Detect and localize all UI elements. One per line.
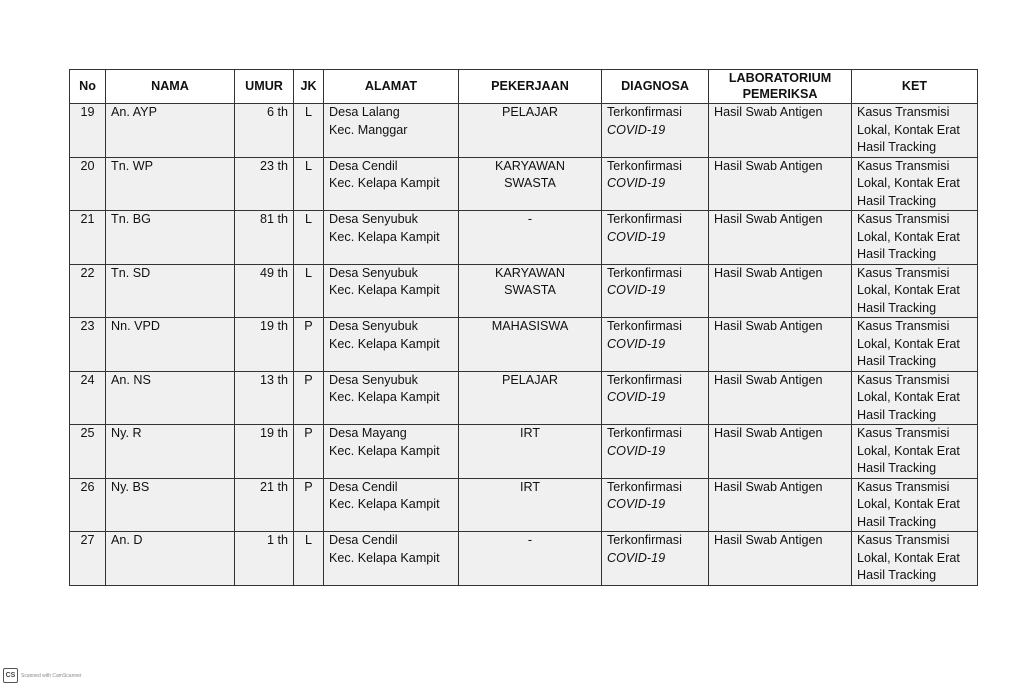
- alamat-kecamatan: Kec. Kelapa Kampit: [329, 443, 440, 458]
- cell-laboratorium: Hasil Swab Antigen: [709, 478, 852, 532]
- camscanner-logo-icon: CS: [3, 668, 18, 683]
- alamat-desa: Desa Senyubuk: [329, 265, 418, 280]
- cell-nama: Tn. BG: [106, 211, 235, 265]
- cell-diagnosa: [602, 157, 709, 211]
- diagnosa-disease: COVID-19: [607, 443, 666, 458]
- cell-jk: L: [294, 104, 324, 158]
- alamat-kecamatan: Kec. Kelapa Kampit: [329, 336, 440, 351]
- cell-ket: Kasus Transmisi Lokal, Kontak Erat Hasil Tracking: [852, 211, 978, 265]
- diagnosa-disease: COVID-19: [607, 229, 666, 244]
- cell-nama: Tn. SD: [106, 264, 235, 318]
- cell-alamat: [324, 318, 459, 372]
- cell-umur: 1 th: [235, 532, 294, 586]
- table-row: [70, 532, 978, 586]
- cell-pekerjaan: [459, 157, 602, 211]
- pekerjaan-line-1: -: [527, 533, 533, 547]
- cell-jk: L: [294, 157, 324, 211]
- header-laboratorium-pemeriksa: LABORATORIUM PEMERIKSA: [709, 70, 852, 104]
- cell-ket: Kasus Transmisi Lokal, Kontak Erat Hasil Tracking: [852, 371, 978, 425]
- cell-pekerjaan: [459, 425, 602, 479]
- header-umur: UMUR: [235, 70, 294, 104]
- header-alamat: ALAMAT: [324, 70, 459, 104]
- cell-no: 23: [70, 318, 106, 372]
- cell-no: 20: [70, 157, 106, 211]
- cell-ket: Kasus Transmisi Lokal, Kontak Erat Hasil Tracking: [852, 478, 978, 532]
- cell-pekerjaan: [459, 371, 602, 425]
- diagnosa-status: Terkonfirmasi: [607, 533, 682, 547]
- cell-diagnosa: [602, 371, 709, 425]
- alamat-kecamatan: Kec. Kelapa Kampit: [329, 229, 440, 244]
- diagnosa-disease: COVID-19: [607, 550, 666, 565]
- cell-pekerjaan: [459, 211, 602, 265]
- cell-jk: L: [294, 264, 324, 318]
- alamat-desa: Desa Senyubuk: [329, 319, 418, 333]
- cell-ket: Kasus Transmisi Lokal, Kontak Erat Hasil Tracking: [852, 157, 978, 211]
- cell-umur: 23 th: [235, 157, 294, 211]
- cell-ket: Kasus Transmisi Lokal, Kontak Erat Hasil Tracking: [852, 264, 978, 318]
- header-nama: NAMA: [106, 70, 235, 104]
- cell-pekerjaan: [459, 478, 602, 532]
- cell-pekerjaan: [459, 532, 602, 586]
- diagnosa-disease: COVID-19: [607, 497, 666, 511]
- cell-ket: Kasus Transmisi Lokal, Kontak Erat Hasil Tracking: [852, 318, 978, 372]
- table-row: [70, 264, 978, 318]
- table-row: [70, 478, 978, 532]
- pekerjaan-line-1: -: [527, 212, 533, 226]
- diagnosa-status: Terkonfirmasi: [607, 158, 682, 173]
- cell-alamat: [324, 157, 459, 211]
- header-diagnosa: DIAGNOSA: [602, 70, 709, 104]
- pekerjaan-line-1: PELAJAR: [502, 105, 558, 119]
- cell-nama: Ny. BS: [106, 478, 235, 532]
- cell-alamat: [324, 371, 459, 425]
- table-row: [70, 425, 978, 479]
- cell-umur: 21 th: [235, 478, 294, 532]
- table-row: [70, 157, 978, 211]
- pekerjaan-line-1: PELAJAR: [502, 372, 558, 387]
- cell-no: 26: [70, 478, 106, 532]
- data-table: [69, 69, 978, 586]
- cell-nama: Nn. VPD: [106, 318, 235, 372]
- cell-no: 25: [70, 425, 106, 479]
- cell-umur: 19 th: [235, 318, 294, 372]
- cell-diagnosa: [602, 532, 709, 586]
- table-row: [70, 318, 978, 372]
- diagnosa-disease: COVID-19: [607, 336, 666, 351]
- header-jk: JK: [294, 70, 324, 104]
- cell-nama: An. NS: [106, 371, 235, 425]
- cell-diagnosa: [602, 211, 709, 265]
- cell-umur: 19 th: [235, 425, 294, 479]
- alamat-kecamatan: Kec. Kelapa Kampit: [329, 550, 440, 565]
- cell-no: 21: [70, 211, 106, 265]
- cell-nama: An. D: [106, 532, 235, 586]
- pekerjaan-line-1: KARYAWAN: [495, 158, 565, 173]
- cell-no: 22: [70, 264, 106, 318]
- camscanner-watermark: [3, 668, 82, 683]
- cell-diagnosa: [602, 318, 709, 372]
- pekerjaan-line-2: SWASTA: [504, 283, 556, 297]
- cell-pekerjaan: [459, 104, 602, 158]
- cell-laboratorium: Hasil Swab Antigen: [709, 264, 852, 318]
- cell-umur: 81 th: [235, 211, 294, 265]
- cell-diagnosa: [602, 478, 709, 532]
- diagnosa-status: Terkonfirmasi: [607, 319, 682, 333]
- alamat-desa: Desa Cendil: [329, 479, 398, 494]
- pekerjaan-line-2: SWASTA: [504, 176, 556, 190]
- alamat-desa: Desa Senyubuk: [329, 212, 418, 226]
- cell-jk: L: [294, 532, 324, 586]
- table-header-row: [70, 70, 978, 104]
- diagnosa-status: Terkonfirmasi: [607, 372, 682, 387]
- alamat-desa: Desa Lalang: [329, 105, 400, 119]
- cell-diagnosa: [602, 104, 709, 158]
- cell-alamat: [324, 211, 459, 265]
- diagnosa-status: Terkonfirmasi: [607, 479, 682, 494]
- alamat-desa: Desa Cendil: [329, 158, 398, 173]
- cell-pekerjaan: [459, 264, 602, 318]
- cell-alamat: [324, 425, 459, 479]
- watermark-text: Scanned with CamScanner: [21, 672, 82, 679]
- alamat-desa: Desa Mayang: [329, 426, 407, 440]
- cell-umur: 13 th: [235, 371, 294, 425]
- alamat-kecamatan: Kec. Manggar: [329, 122, 408, 137]
- diagnosa-disease: COVID-19: [607, 390, 666, 404]
- alamat-desa: Desa Cendil: [329, 533, 398, 547]
- diagnosa-status: Terkonfirmasi: [607, 105, 682, 119]
- cell-laboratorium: Hasil Swab Antigen: [709, 157, 852, 211]
- diagnosa-disease: COVID-19: [607, 283, 666, 297]
- alamat-kecamatan: Kec. Kelapa Kampit: [329, 390, 440, 404]
- cell-ket: Kasus Transmisi Lokal, Kontak Erat Hasil Tracking: [852, 425, 978, 479]
- alamat-kecamatan: Kec. Kelapa Kampit: [329, 176, 440, 190]
- header-ket: KET: [852, 70, 978, 104]
- cell-jk: P: [294, 425, 324, 479]
- cell-nama: Tn. WP: [106, 157, 235, 211]
- header-no: No: [70, 70, 106, 104]
- diagnosa-status: Terkonfirmasi: [607, 426, 682, 440]
- pekerjaan-line-1: IRT: [519, 426, 541, 440]
- cell-nama: An. AYP: [106, 104, 235, 158]
- cell-umur: 49 th: [235, 264, 294, 318]
- cell-no: 24: [70, 371, 106, 425]
- diagnosa-status: Terkonfirmasi: [607, 212, 682, 226]
- pekerjaan-line-1: IRT: [519, 479, 541, 494]
- alamat-desa: Desa Senyubuk: [329, 372, 418, 387]
- cell-laboratorium: Hasil Swab Antigen: [709, 425, 852, 479]
- cell-ket: Kasus Transmisi Lokal, Kontak Erat Hasil Tracking: [852, 532, 978, 586]
- cell-umur: 6 th: [235, 104, 294, 158]
- cell-jk: P: [294, 478, 324, 532]
- cell-alamat: [324, 264, 459, 318]
- cell-laboratorium: Hasil Swab Antigen: [709, 371, 852, 425]
- diagnosa-status: Terkonfirmasi: [607, 265, 682, 280]
- cell-no: 19: [70, 104, 106, 158]
- header-pekerjaan: PEKERJAAN: [459, 70, 602, 104]
- cell-jk: L: [294, 211, 324, 265]
- cell-laboratorium: Hasil Swab Antigen: [709, 211, 852, 265]
- cell-laboratorium: Hasil Swab Antigen: [709, 104, 852, 158]
- cell-no: 27: [70, 532, 106, 586]
- cell-alamat: [324, 104, 459, 158]
- cell-jk: P: [294, 371, 324, 425]
- table-row: [70, 211, 978, 265]
- cell-diagnosa: [602, 425, 709, 479]
- cell-nama: Ny. R: [106, 425, 235, 479]
- alamat-kecamatan: Kec. Kelapa Kampit: [329, 283, 440, 297]
- table-row: [70, 371, 978, 425]
- pekerjaan-line-1: KARYAWAN: [495, 265, 565, 280]
- diagnosa-disease: COVID-19: [607, 176, 666, 190]
- cell-alamat: [324, 532, 459, 586]
- alamat-kecamatan: Kec. Kelapa Kampit: [329, 497, 440, 511]
- table-body: [70, 104, 978, 586]
- cell-diagnosa: [602, 264, 709, 318]
- cell-alamat: [324, 478, 459, 532]
- table-row: [70, 104, 978, 158]
- cell-laboratorium: Hasil Swab Antigen: [709, 532, 852, 586]
- pekerjaan-line-1: MAHASISWA: [491, 319, 569, 333]
- cell-ket: Kasus Transmisi Lokal, Kontak Erat Hasil Tracking: [852, 104, 978, 158]
- cell-jk: P: [294, 318, 324, 372]
- diagnosa-disease: COVID-19: [607, 122, 666, 137]
- cell-pekerjaan: [459, 318, 602, 372]
- cell-laboratorium: Hasil Swab Antigen: [709, 318, 852, 372]
